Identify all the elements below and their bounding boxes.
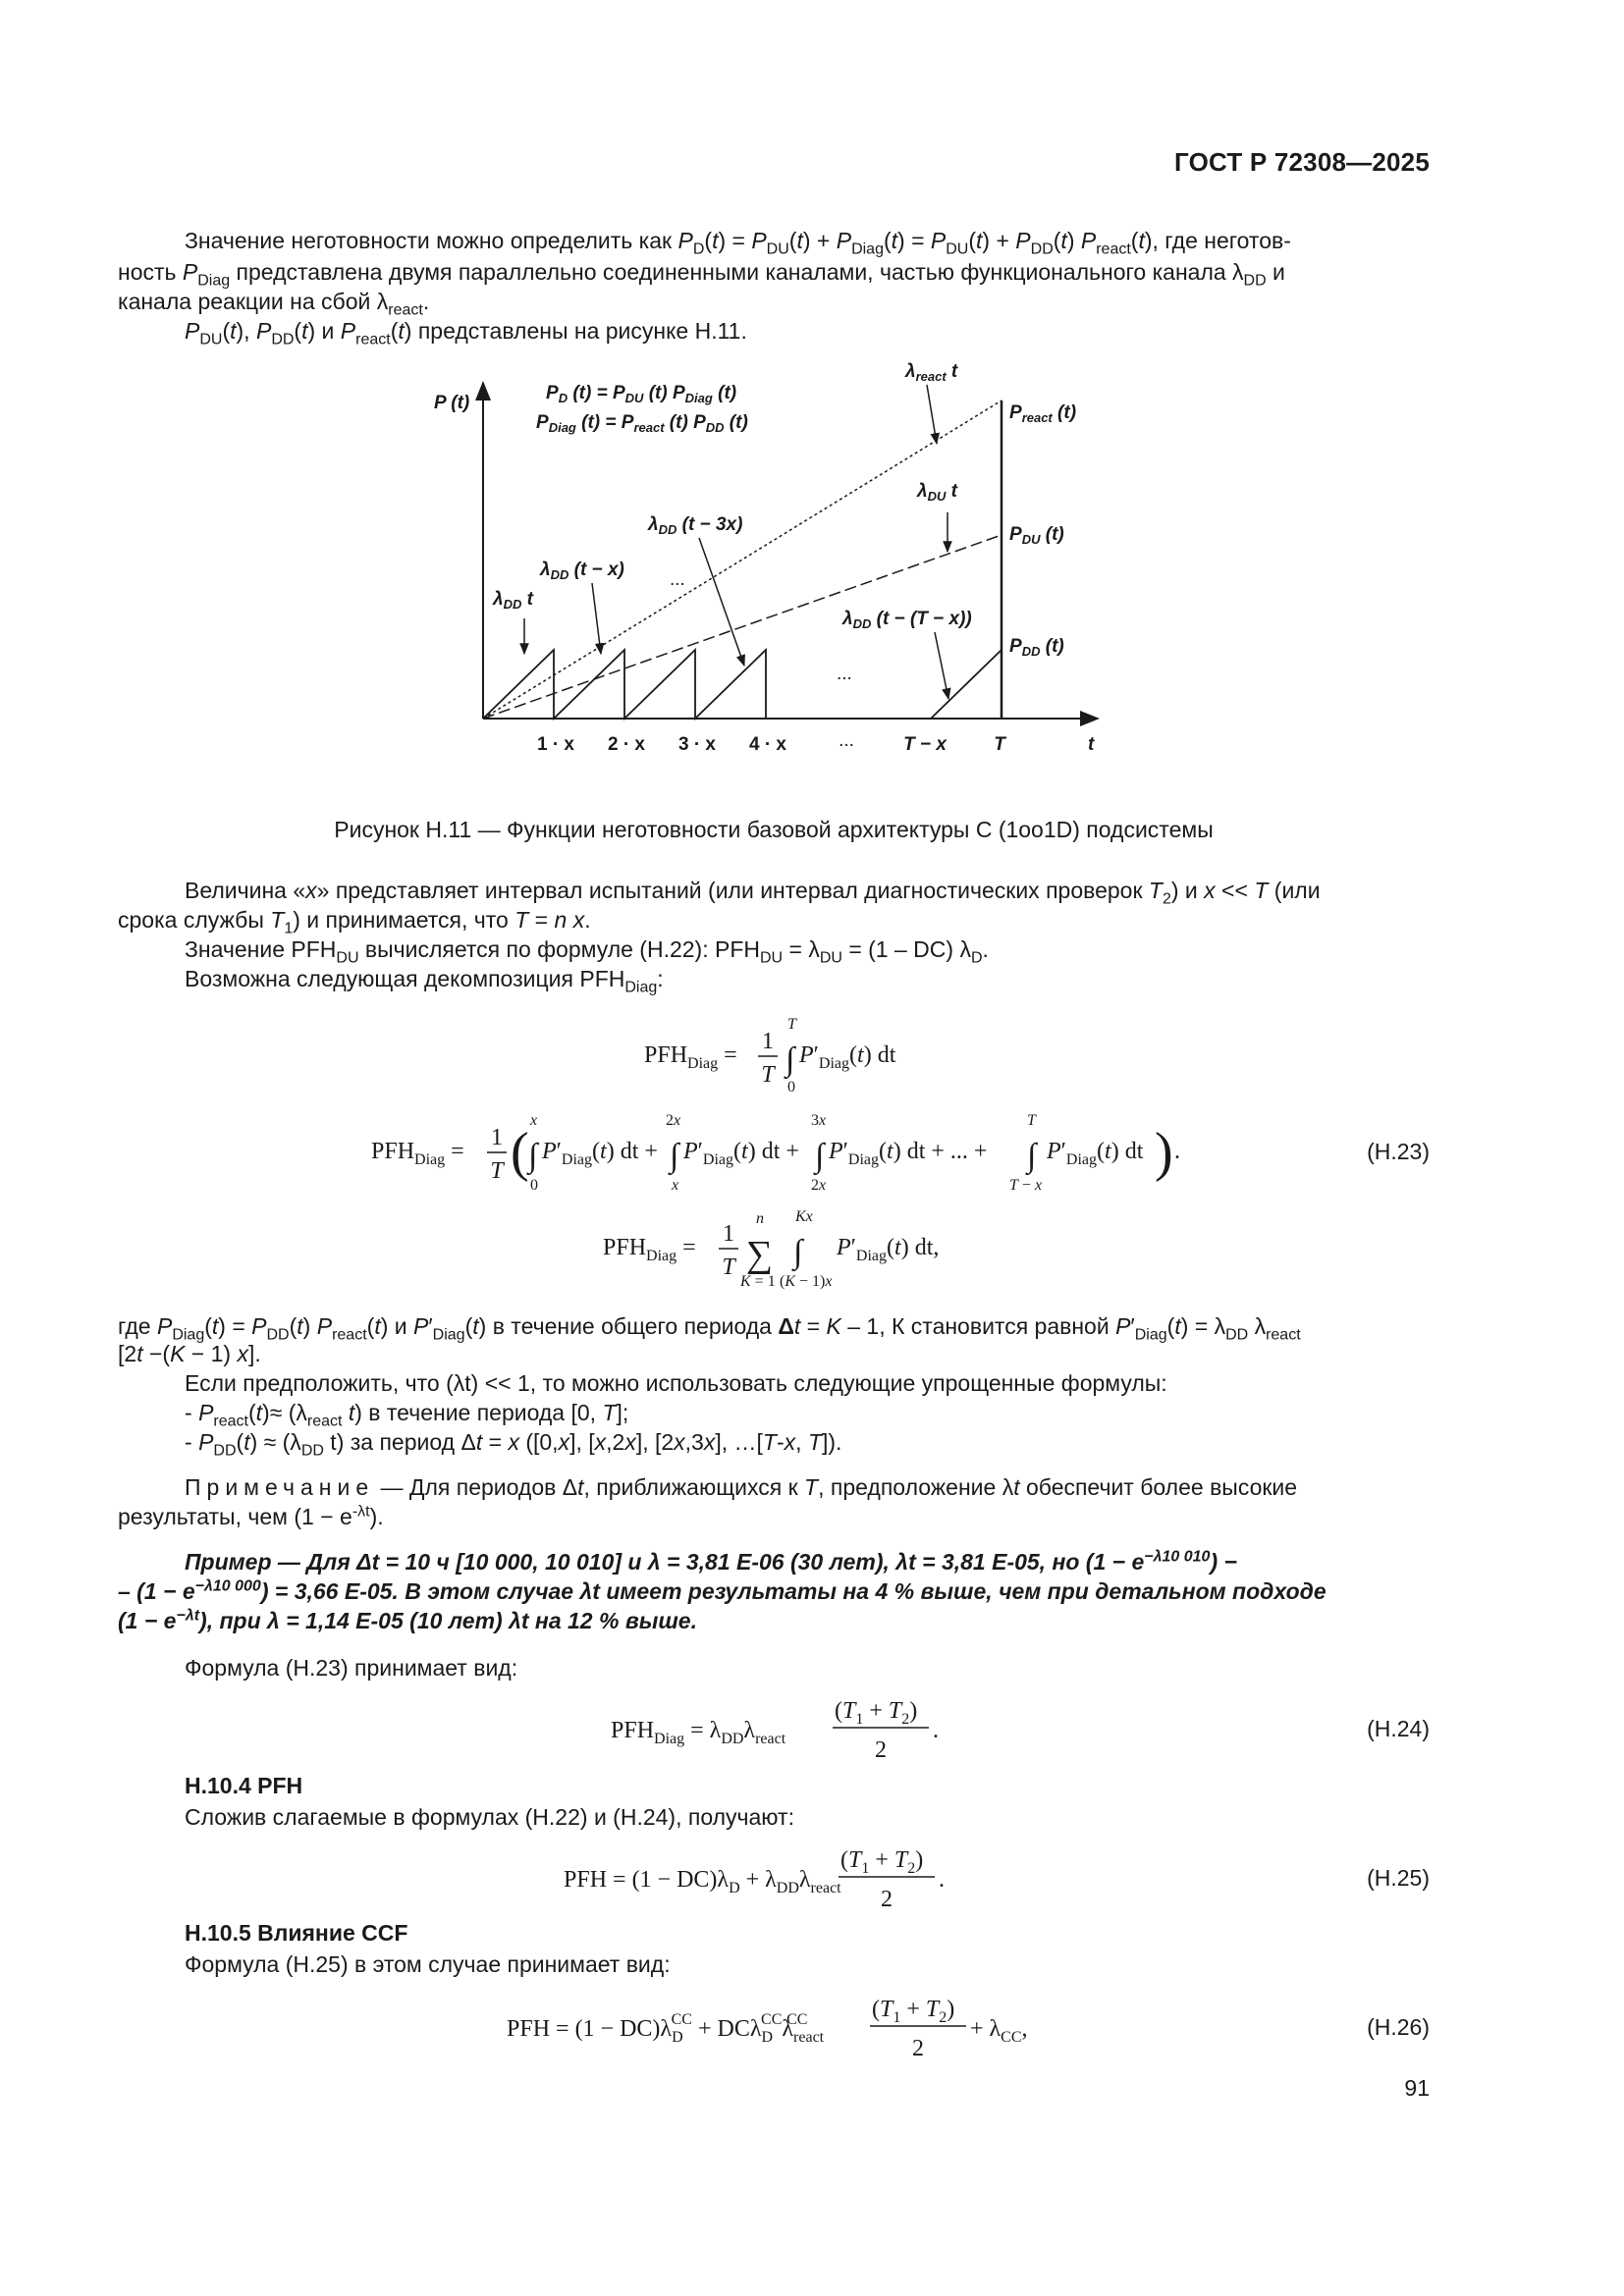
label-dd3x: $\lambda_{DD}$ (t − 3x) — [648, 514, 743, 537]
bullet-pdd: - $P_{DD}(t) \approx (\lambda_{DD}$ t) за период Δt = x ([0,x], [x,2x], [2x,3x], …[T-x, T]). — [185, 1429, 842, 1460]
equation-number-h23: (Н.23) — [1367, 1139, 1430, 1164]
equation-number-h25: (Н.25) — [1367, 1865, 1430, 1891]
label-ddTx: $\lambda_{DD}$ (t − (T − x)) — [842, 609, 972, 631]
svg-text:+ λCC,: + $\lambda_{CC}$, — [970, 2016, 1028, 2046]
section-h10-5: Н.10.5 Влияние CCF — [185, 1920, 408, 1946]
equation-number-h26: (Н.26) — [1367, 2014, 1430, 2040]
svg-text:0: 0 — [787, 1079, 795, 1095]
svg-text:PFHDiag =: $PFH_{Diag}$ = — [644, 1042, 737, 1072]
svg-text:3x: 3x — [811, 1112, 827, 1129]
paragraph-unavailability-line3: канала реакции на сбой $\lambda_{react}$. — [118, 289, 430, 319]
dots-1: ... — [670, 569, 685, 590]
equation-h26 — [505, 1987, 1055, 2065]
tick-dots: ... — [839, 730, 854, 751]
svg-text:∫: ∫ — [815, 1138, 825, 1174]
svg-text:(T1 + T2): $(T_1 + T_2)$ — [840, 1847, 924, 1877]
svg-text:∫: ∫ — [528, 1138, 538, 1174]
tick-T: T — [994, 734, 1005, 755]
paragraph-formula-h23: Формула (Н.23) принимает вид: — [185, 1655, 518, 1681]
svg-text:PFHDiag = λDDλreact: $PFH_{Diag} = \lambda_{DD}\lambda_{react}$ — [611, 1718, 786, 1747]
label-pdu: $P_{DU}$ (t) — [1009, 524, 1064, 547]
svg-text:∫: ∫ — [1027, 1138, 1037, 1174]
svg-text:∫: ∫ — [670, 1138, 679, 1174]
equation-h24 — [609, 1688, 982, 1767]
svg-text:0: 0 — [530, 1177, 538, 1194]
paragraph-sum: Сложив слагаемые в формулах (Н.22) и (Н.24), получают: — [185, 1804, 794, 1830]
svg-text:PFH = (1 − DC)λDCC + DCλDCCλre: PFH = $(1 - DC)\lambda_DCC + DC\lambda_DCC\lambda_{react}CC$ — [507, 2011, 825, 2046]
svg-text:∑: ∑ — [746, 1234, 774, 1275]
label-pdd: $P_{DD}$ (t) — [1009, 636, 1064, 659]
paragraph-unavailability-line2: ность $P_{Diag}$ представлена двумя параллельно соединенными каналами, частью функционального канала $\lambda_{DD}$ и — [118, 259, 1285, 290]
svg-text:x: x — [672, 1177, 679, 1194]
svg-text:PFHDiag =: $PFH_{Diag}$ = — [371, 1139, 464, 1168]
label-ddx: $\lambda_{DD}$ (t − x) — [540, 560, 624, 582]
svg-text:1: 1 — [762, 1029, 774, 1054]
svg-text:): ) — [1155, 1122, 1173, 1183]
svg-text:T: T — [490, 1158, 504, 1184]
paragraph-ccf: Формула (Н.25) в этом случае принимает вид: — [185, 1951, 671, 1977]
svg-text:P′Diag(t) dt + ... +: $P'_{Diag}(t)$ dt + ... + — [829, 1139, 988, 1168]
svg-text:x: x — [530, 1112, 538, 1129]
paragraph-assumption: Если предположить, что (λt) << 1, то можно использовать следующие упрощенные формулы: — [185, 1370, 1167, 1396]
svg-text:T: T — [722, 1255, 735, 1280]
svg-text:K = 1: K = 1 — [740, 1273, 776, 1290]
standard-header: ГОСТ Р 72308—2025 — [1174, 147, 1430, 177]
figure-caption: Рисунок Н.11 — Функции неготовности базовой архитектуры С (1оо1D) подсистемы — [334, 817, 1214, 842]
x-axis-label: t — [1088, 734, 1095, 755]
preact-line — [483, 400, 1001, 719]
arrow-dd3x — [699, 538, 744, 666]
svg-text:PFHDiag =: $PFH_{Diag}$ = — [603, 1235, 696, 1264]
svg-text:P′Diag(t) dt: $P'_{Diag}(t)$ dt — [1047, 1139, 1144, 1168]
svg-text:1: 1 — [491, 1125, 503, 1150]
svg-text:.: . — [1174, 1139, 1180, 1164]
example-line2: – $(1 - e^{-\lambda 10 000}) = 3,66$ Е-05. В этом случае λt имеет результаты на 4 % выше, чем при детальном подходе — [118, 1577, 1326, 1604]
svg-text:2x: 2x — [666, 1112, 681, 1129]
svg-text:∫: ∫ — [793, 1234, 803, 1270]
tick-4x: 4 · x — [748, 734, 787, 755]
note-line2: результаты, чем $(1 - e^{-\lambda t})$. — [118, 1503, 384, 1529]
svg-text:(: ( — [511, 1122, 529, 1183]
svg-text:T: T — [787, 1016, 796, 1033]
svg-text:P′Diag(t) dt +: $P'_{Diag}(t)$ dt + — [542, 1139, 658, 1168]
svg-text:(T1 + T2): $(T_1 + T_2)$ — [872, 1997, 955, 2026]
equation-number-h24: (Н.24) — [1367, 1716, 1430, 1741]
example-line3: $(1 - e^{-\lambda t})$, при λ = 1,14 Е-05 (10 лет) λt на 12 % выше. — [118, 1607, 697, 1633]
note: Примечание — Для периодов Δt, приближающихся к T, предположение λt обеспечит более высокие — [185, 1474, 1298, 1500]
svg-text:2: 2 — [881, 1887, 893, 1912]
label-preact: $P_{react}$ (t) — [1009, 402, 1077, 425]
figure-eq2: $P_{Diag}$ $(t) = P_{react}$ (t) $P_{DD}$ (t) — [536, 412, 748, 435]
tick-2x: 2 · x — [607, 734, 646, 755]
svg-text:2: 2 — [875, 1737, 887, 1763]
svg-text:∫: ∫ — [785, 1041, 795, 1078]
svg-text:.: . — [939, 1867, 945, 1893]
svg-text:T: T — [761, 1062, 775, 1088]
paragraph-interval-line2: срока службы $T_1$) и принимается, что T = n x. — [118, 907, 591, 937]
section-h10-4: Н.10.4 PFH — [185, 1773, 303, 1798]
arrow-ddx — [592, 583, 601, 654]
svg-text:(K − 1)x: (K − 1)x — [780, 1273, 833, 1290]
svg-text:P′Diag(t) dt,: $P'_{Diag}(t)$ dt, — [837, 1235, 940, 1264]
example-line1: Пример — Для Δt = 10 ч [10 000, 10 010] и λ = 3,81 Е-06 (30 лет), λt = 3,81 Е-05, но $(1 - e^{-\lambda 10 010})$ − — [185, 1548, 1237, 1575]
paragraph-decomposition: Возможна следующая декомпозиция $PFH_{Diag}$: — [185, 966, 664, 996]
tick-1x: 1 · x — [536, 734, 575, 755]
svg-text:P′Diag(t) dt +: $P'_{Diag}(t)$ dt + — [683, 1139, 799, 1168]
svg-text:Kx: Kx — [795, 1208, 813, 1225]
y-axis-label: P (t) — [434, 393, 470, 413]
label-react: $\lambda_{react}$ t — [905, 361, 958, 384]
svg-text:PFH = (1 − DC)λD + λDDλreact: PFH = $(1 - DC)\lambda_D + \lambda_{DD}\lambda_{react}$ — [564, 1867, 841, 1896]
dots-2: ... — [837, 664, 852, 684]
figure-eq1: $P_D$ $(t) = P_{DU}$ (t) $P_{Diag}$ (t) — [546, 383, 737, 405]
paragraph-pfhdu: Значение $PFH_{DU}$ вычисляется по формуле (Н.22): $PFH_{DU} = \lambda_{DU} = (1 - DC)$ $\lambda_D$. — [185, 936, 989, 967]
arrow-ddTx — [935, 632, 948, 699]
label-du: $\lambda_{DU}$ t — [917, 481, 957, 504]
svg-text:2x: 2x — [811, 1177, 827, 1194]
arrow-react — [927, 385, 937, 444]
svg-text:.: . — [933, 1718, 939, 1743]
svg-text:P′Diag(t) dt: $P'_{Diag}(t)$ dt — [799, 1042, 896, 1072]
paragraph-figure-ref: $P_{DU}(t)$, $P_{DD}(t)$ и $P_{react}(t)$ представлены на рисунке Н.11. — [185, 318, 747, 348]
paragraph-interval: Величина «x» представляет интервал испытаний (или интервал диагностических проверок $T_2$) и x << T (или — [185, 878, 1321, 908]
page-number: 91 — [1404, 2075, 1430, 2101]
paragraph-where-line2: [2t −(K − 1) x]. — [118, 1341, 261, 1366]
bullet-preact: - $P_{react}(t)\approx (\lambda_{react}$ t) в течение периода [0, T]; — [185, 1400, 629, 1430]
tick-T-x: T − x — [903, 734, 947, 755]
equation-h23 — [363, 1011, 1247, 1306]
svg-text:T: T — [1027, 1112, 1036, 1129]
label-ddt: $\lambda_{DD}$ t — [493, 589, 533, 612]
svg-text:n: n — [756, 1210, 764, 1227]
svg-text:(T1 + T2): $(T_1 + T_2)$ — [835, 1698, 918, 1728]
paragraph-unavailability: Значение неготовности можно определить как $P_D(t) = P_{DU}(t) + P_{Diag}(t) = P_{DU}(t) + P_{DD}(t)$ $P_{react}(t)$, где неготов- — [185, 228, 1291, 258]
figure-h11 — [412, 353, 1119, 766]
equation-h25 — [562, 1838, 994, 1916]
tick-3x: 3 · x — [677, 734, 717, 755]
svg-text:2: 2 — [912, 2036, 924, 2061]
paragraph-where: где $P_{Diag}(t) = P_{DD}(t)$ $P_{react}(t)$ и $P'_{Diag}(t)$ в течение общего периода Δt = K – 1, К становится равной $P'_{Diag}(t) = \lambda_{DD}$ $\lambda_{react}$ — [118, 1313, 1301, 1344]
svg-text:1: 1 — [723, 1221, 734, 1247]
svg-text:T − x: T − x — [1009, 1177, 1043, 1194]
